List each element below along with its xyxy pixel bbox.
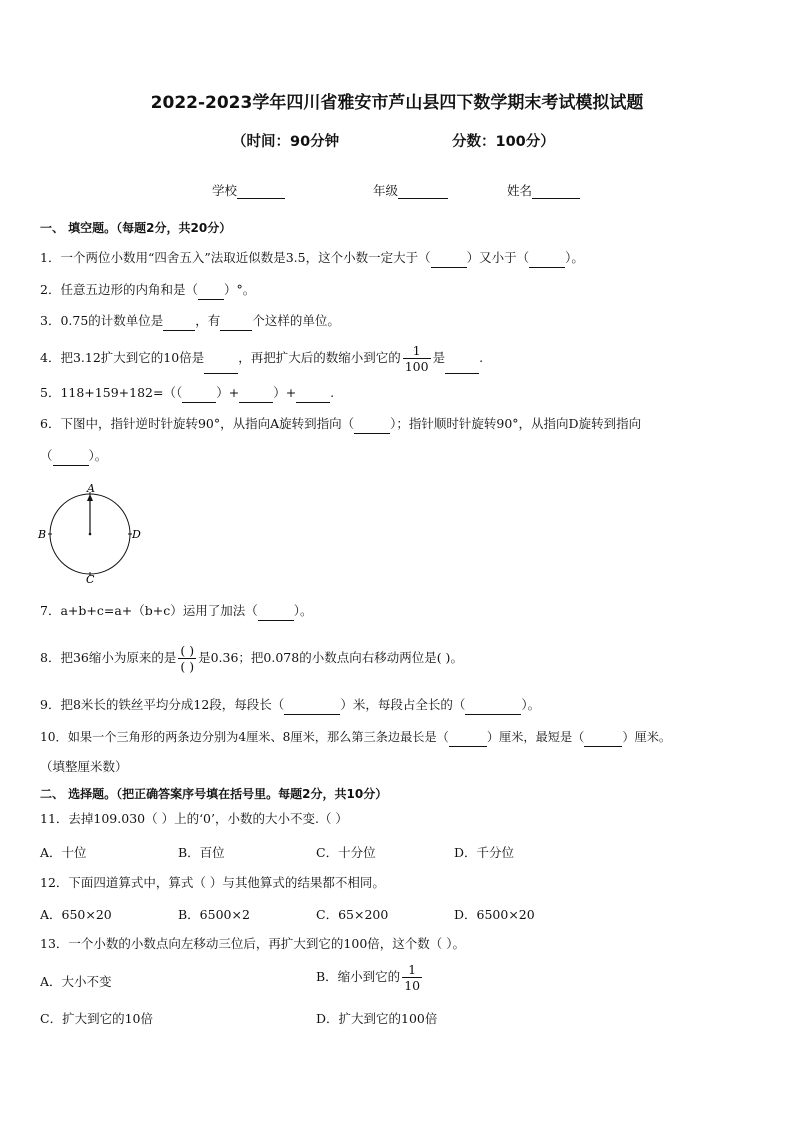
q9-text-c: ）。 — [521, 697, 541, 712]
q13-option-c: C．扩大到它的10倍 — [40, 1011, 153, 1026]
q3-text-a: 3．0.75的计数单位是 — [40, 313, 164, 328]
question-5 — [40, 383, 334, 403]
q8-fraction-numerator: ( ) — [180, 643, 195, 658]
q2-text-a: 2．任意五边形的内角和是（ — [40, 282, 198, 297]
q13-option-b-text: B．缩小到它的 — [316, 969, 401, 984]
q5-blank-2 — [239, 388, 273, 403]
grade-blank — [398, 184, 448, 199]
q4-fraction — [403, 343, 431, 374]
q6-text-b: ）；指针顺时针旋转90°，从指向D旋转到指向 — [390, 416, 642, 431]
q4-text-c: 是 — [432, 350, 446, 365]
q11-option-a: A．十位 — [40, 845, 87, 860]
q13-option-a: A．大小不变 — [40, 974, 112, 989]
page-title: 2022-2023学年四川省雅安市芦山县四下数学期末考试模拟试题 — [150, 93, 644, 113]
compass-figure — [36, 482, 146, 586]
q12-option-d: D．6500×20 — [454, 907, 535, 922]
q9-text-b: ）米，每段占全长的（ — [340, 697, 466, 712]
q5-blank-3 — [296, 388, 330, 403]
q11-option-c: C．十分位 — [316, 845, 376, 860]
q10-text-a: 10．如果一个三角形的两条边分别为4厘米、8厘米，那么第三条边最长是（ — [40, 730, 449, 744]
school-label: 学校 — [212, 183, 238, 198]
q13-fraction-numerator: 1 — [402, 962, 422, 978]
q8-fraction — [178, 643, 196, 674]
q1-blank-2 — [529, 253, 565, 268]
question-13: 13．一个小数的小数点向左移动三位后，再扩大到它的100倍，这个数（ ）。 — [40, 936, 465, 951]
question-6 — [40, 414, 641, 434]
score-label: 分数：100分） — [452, 134, 555, 150]
q12-option-b: B．6500×2 — [178, 907, 250, 922]
q10-blank-1 — [449, 732, 487, 747]
q1-blank-1 — [431, 253, 467, 268]
q10-text-b: ）厘米，最短是（ — [486, 730, 585, 744]
q8-text-a: 8．把36缩小为原来的是 — [40, 650, 177, 665]
q6-text-c: （ — [40, 448, 53, 463]
q6-blank-1 — [354, 419, 390, 434]
time-label: （时间：90分钟 — [232, 134, 340, 150]
q10-blank-2 — [584, 732, 622, 747]
grade-field — [373, 181, 448, 199]
label-c: C — [86, 573, 95, 586]
q9-text-a: 9．把8米长的铁丝平均分成12段，每段长（ — [40, 697, 285, 712]
question-9 — [40, 695, 540, 715]
name-field — [507, 181, 580, 199]
question-3 — [40, 311, 340, 331]
q4-fraction-denominator: 100 — [404, 359, 429, 374]
q11-option-d: D．千分位 — [454, 845, 515, 860]
q2-text-b: ）°。 — [223, 282, 256, 297]
q8-fraction-denominator: ( ) — [180, 659, 195, 674]
label-a: A — [87, 482, 95, 495]
q4-blank-1 — [204, 359, 238, 374]
q13-fraction-denominator: 10 — [404, 978, 421, 993]
q5-text-b: ）+ — [216, 385, 240, 400]
label-d: D — [132, 528, 141, 541]
q12-option-c: C．65×200 — [316, 907, 389, 922]
section-2-heading: 二、 选择题。（把正确答案序号填在括号里。每题2分，共10分） — [40, 787, 388, 801]
q5-text-a: 5．118+159+182=（（ — [40, 385, 183, 400]
q1-text-a: 1．一个两位小数用“四舍五入”法取近似数是3.5，这个小数一定大于（ — [40, 250, 431, 265]
q5-text-c: ）+ — [273, 385, 297, 400]
question-7 — [40, 601, 313, 621]
dial-center — [89, 533, 92, 536]
q6-blank-2 — [53, 451, 89, 466]
question-10 — [40, 727, 671, 747]
q1-text-c: ）。 — [565, 250, 584, 265]
q9-blank-1 — [284, 700, 340, 715]
q10-text-c: ）厘米。 — [622, 730, 672, 744]
section-1-heading: 一、 填空题。（每题2分，共20分） — [40, 221, 232, 235]
name-label: 姓名 — [507, 183, 533, 198]
q3-blank-2 — [220, 316, 252, 331]
q4-fraction-numerator: 1 — [403, 343, 431, 359]
label-b: B — [38, 528, 47, 541]
school-blank — [237, 184, 285, 199]
q4-text-a: 4．把3.12扩大到它的10倍是 — [40, 350, 205, 365]
grade-label: 年级 — [373, 183, 399, 198]
question-8 — [40, 643, 463, 674]
question-10-note: （填整厘米数） — [40, 759, 128, 774]
q7-text: 7．a+b+c=a+（b+c）运用了加法（ — [40, 603, 258, 618]
q3-text-c: 个这样的单位。 — [252, 313, 340, 328]
q5-blank-1 — [182, 388, 216, 403]
school-field — [212, 181, 285, 199]
q4-text-b: ，再把扩大后的数缩小到它的 — [238, 350, 401, 365]
q3-text-b: ，有 — [195, 313, 221, 328]
q2-blank — [198, 285, 224, 300]
question-1 — [40, 248, 584, 268]
q13-option-d: D．扩大到它的100倍 — [316, 1011, 438, 1026]
q6-text-d: ）。 — [88, 448, 108, 463]
name-blank — [532, 184, 580, 199]
q3-blank-1 — [163, 316, 195, 331]
q8-text-b: 是0.36；把0.078的小数点向右移动两位是( )。 — [198, 650, 463, 665]
question-12: 12．下面四道算式中，算式（ ）与其他算式的结果都不相同。 — [40, 875, 385, 890]
question-6-continued — [40, 446, 107, 466]
q4-text-d: . — [479, 350, 484, 365]
q12-option-a: A．650×20 — [40, 907, 112, 922]
q7-text-end: ）。 — [293, 603, 313, 618]
q4-blank-2 — [445, 359, 479, 374]
q5-text-d: . — [330, 385, 335, 400]
q13-option-b — [316, 962, 424, 993]
q6-text-a: 6．下图中，指针逆时针旋转90°，从指向A旋转到指向（ — [40, 416, 355, 431]
q13-option-b-fraction — [402, 962, 422, 993]
q9-blank-2 — [465, 700, 521, 715]
question-4 — [40, 343, 483, 374]
q7-blank — [258, 606, 294, 621]
question-2 — [40, 280, 255, 300]
q1-text-b: ）又小于（ — [466, 250, 530, 265]
question-11: 11．去掉109.030（ ）上的‘0’，小数的大小不变.（ ） — [40, 811, 348, 826]
q11-option-b: B．百位 — [178, 845, 225, 860]
